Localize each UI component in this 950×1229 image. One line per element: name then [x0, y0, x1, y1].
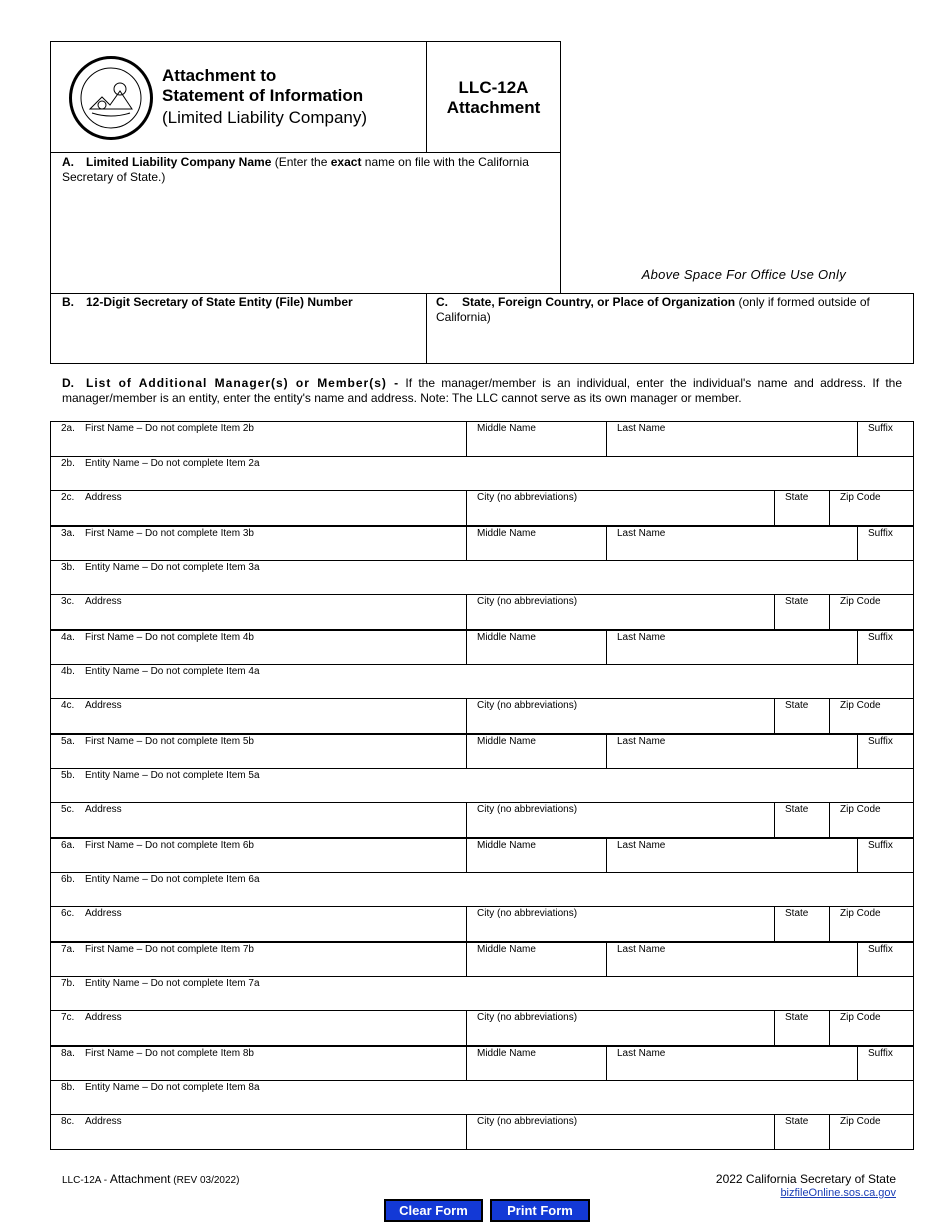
state-field-label: [785, 1116, 808, 1127]
city-field-label: [477, 1116, 577, 1127]
middle-name-field-label: [477, 528, 536, 539]
city-field[interactable]: [466, 1011, 774, 1045]
field-label: Address: [85, 1012, 122, 1023]
entity-name-field-label: [61, 666, 260, 677]
suffix-field[interactable]: [857, 1047, 915, 1080]
last-name-field[interactable]: [606, 527, 857, 560]
last-name-field[interactable]: [606, 1047, 857, 1080]
suffix-field-label: [868, 944, 893, 955]
state-field[interactable]: [774, 1011, 829, 1045]
first-name-field[interactable]: [51, 1047, 466, 1080]
state-field-label: [785, 908, 808, 919]
address-field[interactable]: [51, 1115, 466, 1149]
field-label: Entity Name – Do not complete Item 5a: [85, 770, 260, 781]
item-number: 8a.: [61, 1048, 75, 1059]
entity-name-field[interactable]: [51, 665, 915, 698]
field-label: Address: [85, 1116, 122, 1127]
suffix-field-label: [868, 736, 893, 747]
address-field[interactable]: [51, 595, 466, 629]
address-field-label: [61, 700, 122, 711]
field-label: City (no abbreviations): [477, 804, 578, 815]
name-row[interactable]: [50, 525, 914, 561]
last-name-field-label: [617, 840, 665, 851]
item-number: 5b.: [61, 770, 75, 781]
field-label: City (no abbreviations): [477, 596, 578, 607]
zip-code-field[interactable]: [829, 803, 915, 837]
item-number: 7a.: [61, 944, 75, 955]
last-name-field-label: [617, 736, 665, 747]
suffix-field-label: [868, 840, 893, 851]
item-number: 7b.: [61, 978, 75, 989]
divider: [50, 152, 561, 153]
name-row[interactable]: [50, 421, 914, 457]
last-name-field-label: [617, 944, 665, 955]
suffix-field-label: [868, 1048, 893, 1059]
city-field[interactable]: [466, 803, 774, 837]
address-field-label: [61, 908, 122, 919]
city-field-label: [477, 492, 577, 503]
address-row[interactable]: [50, 906, 914, 942]
copyright: 2022 California Secretary of State: [715, 1172, 896, 1186]
field-label: Zip Code: [840, 596, 881, 607]
state-field-label: [785, 700, 808, 711]
address-row[interactable]: [50, 1010, 914, 1046]
zip-code-field-label: [840, 908, 881, 919]
city-field[interactable]: [466, 907, 774, 941]
city-field[interactable]: [466, 595, 774, 629]
state-field[interactable]: [774, 699, 829, 733]
suffix-field[interactable]: [857, 943, 915, 976]
form-title: Attachment to Statement of Information: [162, 66, 364, 105]
middle-name-field[interactable]: [466, 422, 606, 456]
item-number: 5a.: [61, 736, 75, 747]
item-number: 4a.: [61, 632, 75, 643]
last-name-field-label: [617, 423, 665, 434]
first-name-field[interactable]: [51, 735, 466, 768]
suffix-field[interactable]: [857, 631, 915, 664]
field-label: Address: [85, 700, 122, 711]
middle-name-field-label: [477, 736, 536, 747]
zip-code-field[interactable]: [829, 1011, 915, 1045]
state-field[interactable]: [774, 595, 829, 629]
last-name-field-label: [617, 1048, 665, 1059]
first-name-field-label: [61, 944, 254, 955]
state-field-label: [785, 492, 808, 503]
state-field-label: [785, 596, 808, 607]
field-label: Middle Name: [477, 528, 536, 539]
item-number: 4b.: [61, 666, 75, 677]
section-a-label: A. Limited Liability Company Name (Enter the exact name on file with the California Secretary of State.): [62, 155, 529, 184]
zip-code-field-label: [840, 1116, 881, 1127]
first-name-field[interactable]: [51, 631, 466, 664]
field-label: Entity Name – Do not complete Item 4a: [85, 666, 260, 677]
middle-name-field-label: [477, 840, 536, 851]
field-label: State: [785, 1012, 809, 1023]
name-row[interactable]: [50, 1045, 914, 1081]
field-label: Entity Name – Do not complete Item 6a: [85, 874, 260, 885]
field-label: Address: [85, 596, 122, 607]
zip-code-field[interactable]: [829, 595, 915, 629]
name-row[interactable]: [50, 629, 914, 665]
state-field[interactable]: [774, 491, 829, 525]
item-number: 3c.: [61, 596, 75, 607]
city-field-label: [477, 596, 577, 607]
state-field[interactable]: [774, 907, 829, 941]
name-row[interactable]: [50, 837, 914, 873]
field-label: First Name – Do not complete Item 5b: [85, 736, 254, 747]
city-field[interactable]: [466, 491, 774, 525]
field-label: First Name – Do not complete Item 4b: [85, 632, 254, 643]
field-label: Entity Name – Do not complete Item 3a: [85, 562, 260, 573]
entity-row[interactable]: [50, 456, 914, 491]
suffix-field-label: [868, 423, 893, 434]
zip-code-field[interactable]: [829, 491, 915, 525]
entity-row[interactable]: [50, 664, 914, 699]
last-name-field-label: [617, 528, 665, 539]
divider: [426, 293, 427, 364]
field-label: Zip Code: [840, 804, 881, 815]
field-label: First Name – Do not complete Item 6b: [85, 840, 254, 851]
field-label: Address: [85, 804, 122, 815]
first-name-field[interactable]: [51, 839, 466, 872]
entity-name-field[interactable]: [51, 769, 915, 802]
entity-row[interactable]: [50, 1080, 914, 1115]
form-code: LLC-12A Attachment: [446, 78, 541, 117]
zip-code-field-label: [840, 1012, 881, 1023]
name-row[interactable]: [50, 941, 914, 977]
suffix-field[interactable]: [857, 839, 915, 872]
field-label: Zip Code: [840, 492, 881, 503]
field-label: Zip Code: [840, 908, 881, 919]
city-field-label: [477, 1012, 577, 1023]
entity-name-field-label: [61, 978, 260, 989]
field-label: Middle Name: [477, 944, 536, 955]
first-name-field[interactable]: [51, 943, 466, 976]
city-field-label: [477, 908, 577, 919]
entity-row[interactable]: [50, 560, 914, 595]
address-field-label: [61, 492, 122, 503]
city-field[interactable]: [466, 1115, 774, 1149]
middle-name-field[interactable]: [466, 527, 606, 560]
first-name-field[interactable]: [51, 527, 466, 560]
zip-code-field[interactable]: [829, 907, 915, 941]
field-label: Suffix: [868, 632, 893, 643]
section-d-label: D. List of Additional Manager(s) or Member(s) - If the manager/member is an individual, enter the individual's name and address. If the manager/member is an entity, enter the entity's name and address. Note: The LLC cannot serve as its own manager or member.: [62, 376, 902, 405]
field-label: Suffix: [868, 736, 893, 747]
field-label: Last Name: [617, 528, 666, 539]
field-label: First Name – Do not complete Item 7b: [85, 944, 254, 955]
field-label: State: [785, 596, 809, 607]
zip-code-field-label: [840, 804, 881, 815]
address-row[interactable]: [50, 698, 914, 734]
field-label: Suffix: [868, 528, 893, 539]
item-number: 7c.: [61, 1012, 75, 1023]
entity-row[interactable]: [50, 872, 914, 907]
middle-name-field[interactable]: [466, 735, 606, 768]
item-number: 2a.: [61, 423, 75, 434]
city-field-label: [477, 700, 577, 711]
middle-name-field-label: [477, 944, 536, 955]
name-row[interactable]: [50, 733, 914, 769]
field-label: State: [785, 908, 809, 919]
item-number: 8b.: [61, 1082, 75, 1093]
field-label: Address: [85, 492, 122, 503]
middle-name-field-label: [477, 632, 536, 643]
item-number: 6b.: [61, 874, 75, 885]
field-label: Last Name: [617, 632, 666, 643]
entity-name-field-label: [61, 874, 260, 885]
address-field[interactable]: [51, 699, 466, 733]
field-label: Last Name: [617, 944, 666, 955]
entity-name-field[interactable]: [51, 977, 915, 1010]
state-field-label: [785, 1012, 808, 1023]
item-number: 2b.: [61, 458, 75, 469]
middle-name-field[interactable]: [466, 1047, 606, 1080]
suffix-field[interactable]: [857, 735, 915, 768]
entity-name-field-label: [61, 562, 260, 573]
suffix-field[interactable]: [857, 527, 915, 560]
field-label: Entity Name – Do not complete Item 2a: [85, 458, 260, 469]
state-field-label: [785, 804, 808, 815]
field-label: First Name – Do not complete Item 2b: [85, 423, 254, 434]
field-label: City (no abbreviations): [477, 1012, 578, 1023]
field-label: Middle Name: [477, 1048, 536, 1059]
city-field[interactable]: [466, 699, 774, 733]
section-c-label: C. State, Foreign Country, or Place of Organization (only if formed outside of California): [436, 295, 870, 324]
entity-name-field[interactable]: [51, 457, 915, 490]
first-name-field-label: [61, 632, 254, 643]
entity-name-field-label: [61, 458, 260, 469]
state-field[interactable]: [774, 803, 829, 837]
address-row[interactable]: [50, 1114, 914, 1150]
field-label: State: [785, 1116, 809, 1127]
first-name-field-label: [61, 423, 254, 434]
entity-name-field-label: [61, 770, 260, 781]
address-field-label: [61, 596, 122, 607]
office-use-note: Above Space For Office Use Only: [641, 267, 846, 282]
zip-code-field[interactable]: [829, 699, 915, 733]
last-name-field[interactable]: [606, 839, 857, 872]
field-label: First Name – Do not complete Item 3b: [85, 528, 254, 539]
field-label: Suffix: [868, 840, 893, 851]
field-label: Suffix: [868, 1048, 893, 1059]
field-label: Middle Name: [477, 632, 536, 643]
first-name-field-label: [61, 840, 254, 851]
bizfile-link[interactable]: bizfileOnline.sos.ca.gov: [780, 1187, 896, 1199]
field-label: Zip Code: [840, 1116, 881, 1127]
field-label: Zip Code: [840, 700, 881, 711]
field-label: Suffix: [868, 944, 893, 955]
field-label: Middle Name: [477, 423, 536, 434]
item-number: 3a.: [61, 528, 75, 539]
address-field[interactable]: [51, 907, 466, 941]
first-name-field-label: [61, 528, 254, 539]
item-number: 2c.: [61, 492, 75, 503]
address-field-label: [61, 1116, 122, 1127]
form-subtitle: (Limited Liability Company): [162, 108, 368, 127]
field-label: Suffix: [868, 423, 893, 434]
field-label: Address: [85, 908, 122, 919]
managers-table: [50, 421, 914, 1150]
state-field[interactable]: [774, 1115, 829, 1149]
address-row[interactable]: [50, 802, 914, 838]
address-row[interactable]: [50, 490, 914, 526]
last-name-field[interactable]: [606, 631, 857, 664]
field-label: Middle Name: [477, 840, 536, 851]
first-name-field-label: [61, 1048, 254, 1059]
middle-name-field[interactable]: [466, 631, 606, 664]
field-label: State: [785, 492, 809, 503]
field-label: City (no abbreviations): [477, 492, 578, 503]
address-row[interactable]: [50, 594, 914, 630]
address-field-label: [61, 804, 122, 815]
field-label: State: [785, 804, 809, 815]
last-name-field-label: [617, 632, 665, 643]
print-form-button[interactable]: Print Form: [490, 1199, 590, 1222]
item-number: 4c.: [61, 700, 75, 711]
zip-code-field-label: [840, 596, 881, 607]
first-name-field[interactable]: [51, 422, 466, 456]
field-label: Entity Name – Do not complete Item 8a: [85, 1082, 260, 1093]
suffix-field-label: [868, 632, 893, 643]
zip-code-field-label: [840, 700, 881, 711]
last-name-field[interactable]: [606, 943, 857, 976]
field-label: City (no abbreviations): [477, 700, 578, 711]
field-label: City (no abbreviations): [477, 1116, 578, 1127]
form-footer-id: LLC-12A - Attachment (REV 03/2022): [62, 1172, 240, 1186]
item-number: 5c.: [61, 804, 75, 815]
field-label: City (no abbreviations): [477, 908, 578, 919]
field-label: Zip Code: [840, 1012, 881, 1023]
last-name-field[interactable]: [606, 735, 857, 768]
middle-name-field[interactable]: [466, 839, 606, 872]
entity-row[interactable]: [50, 768, 914, 803]
address-field[interactable]: [51, 1011, 466, 1045]
field-label: First Name – Do not complete Item 8b: [85, 1048, 254, 1059]
suffix-field[interactable]: [857, 422, 915, 456]
field-label: Last Name: [617, 423, 666, 434]
suffix-field-label: [868, 528, 893, 539]
field-label: Last Name: [617, 840, 666, 851]
field-label: Entity Name – Do not complete Item 7a: [85, 978, 260, 989]
item-number: 8c.: [61, 1116, 75, 1127]
field-label: State: [785, 700, 809, 711]
entity-name-field[interactable]: [51, 873, 915, 906]
middle-name-field-label: [477, 423, 536, 434]
field-label: Last Name: [617, 736, 666, 747]
item-number: 6c.: [61, 908, 75, 919]
item-number: 3b.: [61, 562, 75, 573]
zip-code-field-label: [840, 492, 881, 503]
entity-name-field[interactable]: [51, 561, 915, 594]
address-field[interactable]: [51, 803, 466, 837]
address-field-label: [61, 1012, 122, 1023]
entity-name-field-label: [61, 1082, 260, 1093]
first-name-field-label: [61, 736, 254, 747]
section-b-label: B. 12-Digit Secretary of State Entity (File) Number: [62, 295, 353, 309]
middle-name-field-label: [477, 1048, 536, 1059]
city-field-label: [477, 804, 577, 815]
middle-name-field[interactable]: [466, 943, 606, 976]
entity-name-field[interactable]: [51, 1081, 915, 1114]
california-seal-icon: [69, 56, 153, 140]
zip-code-field[interactable]: [829, 1115, 915, 1149]
item-number: 6a.: [61, 840, 75, 851]
last-name-field[interactable]: [606, 422, 857, 456]
address-field[interactable]: [51, 491, 466, 525]
clear-form-button[interactable]: Clear Form: [384, 1199, 483, 1222]
entity-row[interactable]: [50, 976, 914, 1011]
field-label: Middle Name: [477, 736, 536, 747]
field-label: Last Name: [617, 1048, 666, 1059]
